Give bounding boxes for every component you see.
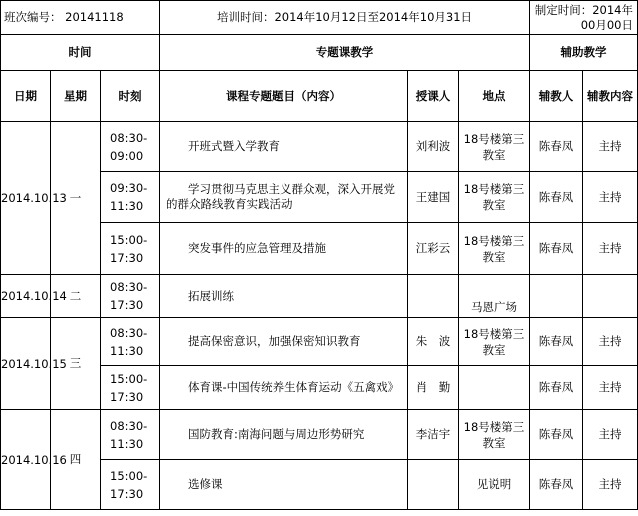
location-cell: 18号楼第三教室 xyxy=(459,122,530,172)
teacher-cell: 刘利波 xyxy=(408,122,459,172)
time-cell: 15:00-17:30 xyxy=(101,223,160,275)
teacher-cell xyxy=(408,460,459,510)
assistant-cell: 陈春凤 xyxy=(530,223,583,275)
date-cell: 2014.10.15 xyxy=(1,318,51,410)
course-cell xyxy=(160,122,408,172)
time-cell: 08:30-11:30 xyxy=(101,318,160,366)
section-header-row xyxy=(1,35,638,71)
header-assistant: 辅教人 xyxy=(530,71,583,122)
location-cell: 马恩广场 xyxy=(459,275,530,318)
location-cell: 18号楼第三教室 xyxy=(459,223,530,275)
assistant-cell: 陈春凤 xyxy=(530,318,583,366)
time-cell: 08:30-09:00 xyxy=(101,122,160,172)
assistant-cell: 陈春凤 xyxy=(530,366,583,410)
location-cell xyxy=(459,366,530,410)
header-date: 日期 xyxy=(1,71,51,122)
section-time: 时间 xyxy=(1,35,160,71)
weekday-cell: 四 xyxy=(51,410,101,510)
table-row xyxy=(1,318,638,366)
aux-cell: 主持 xyxy=(583,318,638,366)
header-teacher: 授课人 xyxy=(408,71,459,122)
course-title: 拓展训练 xyxy=(188,288,234,303)
training-period: 培训时间：2014年10月12日至2014年10月31日 xyxy=(160,1,530,35)
aux-cell xyxy=(583,275,638,318)
table-row xyxy=(1,410,638,460)
date-cell: 2014.10.13 xyxy=(1,122,51,275)
course-title: 选修课 xyxy=(188,477,223,491)
time-cell: 15:00-17:30 xyxy=(101,460,160,510)
header-weekday: 星期 xyxy=(51,71,101,122)
made-time: 制定时间：2014年00月00日 xyxy=(530,1,638,35)
table-row xyxy=(1,275,638,318)
teacher-cell: 江彩云 xyxy=(408,223,459,275)
course-cell xyxy=(160,460,408,510)
course-cell xyxy=(160,172,408,223)
location-cell: 18号楼第三教室 xyxy=(459,172,530,223)
course-cell xyxy=(160,318,408,366)
course-title: 国防教育:南海问题与周边形势研究 xyxy=(188,427,365,441)
weekday-cell: 二 xyxy=(51,275,101,318)
assistant-cell: 陈春凤 xyxy=(530,410,583,460)
assistant-cell: 陈春凤 xyxy=(530,172,583,223)
column-header-row xyxy=(1,71,638,122)
date-cell: 2014.10.16 xyxy=(1,410,51,510)
time-cell: 08:30-11:30 xyxy=(101,410,160,460)
teacher-cell: 李洁宇 xyxy=(408,410,459,460)
weekday-cell: 三 xyxy=(51,318,101,410)
header-course: 课程专题题目（内容） xyxy=(160,71,408,122)
time-cell: 08:30-17:30 xyxy=(101,275,160,318)
aux-cell: 主持 xyxy=(583,172,638,223)
teacher-cell: 王建国 xyxy=(408,172,459,223)
time-cell: 09:30-11:30 xyxy=(101,172,160,223)
aux-cell: 主持 xyxy=(583,460,638,510)
course-cell xyxy=(160,410,408,460)
assistant-cell: 陈春凤 xyxy=(530,122,583,172)
weekday-cell: 一 xyxy=(51,122,101,275)
course-cell xyxy=(160,366,408,410)
location-cell: 见说明 xyxy=(459,460,530,510)
course-title: 体育课-中国传统养生体育运动《五禽戏》 xyxy=(188,380,400,394)
header-period: 时刻 xyxy=(101,71,160,122)
teacher-cell: 朱 波 xyxy=(408,318,459,366)
header-info-row xyxy=(1,1,638,35)
section-aux: 辅助教学 xyxy=(530,35,638,71)
header-aux-content: 辅教内容 xyxy=(583,71,638,122)
location-cell: 18号楼第三教室 xyxy=(459,318,530,366)
aux-cell: 主持 xyxy=(583,366,638,410)
course-title: 开班式暨入学教育 xyxy=(188,139,280,153)
header-location: 地点 xyxy=(459,71,530,122)
time-cell: 15:00-17:30 xyxy=(101,366,160,410)
course-cell xyxy=(160,275,408,318)
assistant-cell: 陈春凤 xyxy=(530,460,583,510)
aux-cell: 主持 xyxy=(583,410,638,460)
teacher-cell xyxy=(408,275,459,318)
course-title: 突发事件的应急管理及措施 xyxy=(188,241,326,255)
location-cell: 18号楼第三教室 xyxy=(459,410,530,460)
section-topic: 专题课教学 xyxy=(160,35,530,71)
table-row xyxy=(1,122,638,172)
course-title: 提高保密意识，加强保密知识教育 xyxy=(188,334,361,348)
aux-cell: 主持 xyxy=(583,223,638,275)
class-number: 班次编号： 20141118 xyxy=(1,1,160,35)
course-cell xyxy=(160,223,408,275)
aux-cell: 主持 xyxy=(583,122,638,172)
course-title: 学习贯彻马克思主义群众观，深入开展党的群众路线教育实践活动 xyxy=(166,182,395,211)
teacher-cell: 肖 勤 xyxy=(408,366,459,410)
date-cell: 2014.10.14 xyxy=(1,275,51,318)
assistant-cell xyxy=(530,275,583,318)
